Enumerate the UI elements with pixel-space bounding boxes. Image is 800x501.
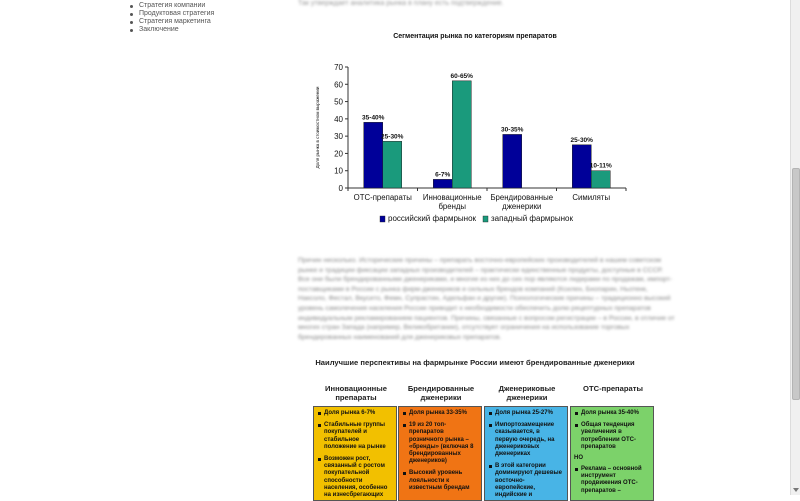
column-heading-line: ОТС-препараты xyxy=(583,384,643,393)
bar-data-label: 60-65% xyxy=(450,72,473,80)
scroll-down-arrow-icon[interactable] xyxy=(793,488,799,492)
list-item: 19 из 20 топ-препаратов розничного рынка – «бренды» (включая 8 брендированных дженериков) xyxy=(402,422,478,465)
nav-item-product-strategy[interactable]: Продуктовая стратегия xyxy=(128,10,214,18)
x-category-label: дженерики xyxy=(502,202,542,211)
column-heading-innovative xyxy=(313,384,399,402)
list-item: Доля рынка 6-7% xyxy=(317,410,393,417)
column-heading-line: дженерики xyxy=(420,393,462,402)
vertical-scrollbar[interactable] xyxy=(790,0,800,495)
generic-generics-box xyxy=(484,406,568,501)
legend-label: российский фармрынок xyxy=(388,214,477,223)
y-tick-label: 10 xyxy=(334,166,343,176)
column-heading-otc xyxy=(570,384,656,393)
column-heading-line: Брендированные xyxy=(407,384,475,393)
column-heading-line: дженерики xyxy=(506,393,548,402)
bar-russian xyxy=(433,179,452,188)
list-item: Импортозамещение сказывается, в первую очередь, на дженериковых дженериках xyxy=(488,422,564,458)
list-item: Высокий уровень лояльности к известным брендам xyxy=(402,470,478,492)
y-axis-label: Доля рынка в стоимостном выражении xyxy=(315,86,320,169)
column-heading-line: Дженериковые xyxy=(498,384,556,393)
innovative-box xyxy=(313,406,397,501)
list-item: Доля рынка 35-40% xyxy=(574,410,650,417)
y-tick-label: 40 xyxy=(334,114,343,124)
column-heading-generic-generics xyxy=(484,384,570,402)
x-category-label: Симиляты xyxy=(572,193,611,202)
sidebar-nav xyxy=(128,2,214,34)
column-heading-line: Инновационные xyxy=(325,384,387,393)
column-heading-line: препараты xyxy=(335,393,377,402)
bar-data-label: 30-35% xyxy=(501,126,524,134)
y-tick-label: 50 xyxy=(334,97,343,107)
blurred-intro-text: Так утверждает аналитика рынка в плану есть подтверждение. xyxy=(298,0,504,7)
chart-svg xyxy=(300,28,650,233)
y-tick-label: 20 xyxy=(334,149,343,159)
bar-russian xyxy=(503,134,522,188)
bar-western xyxy=(452,81,471,188)
list-item: Доля рынка 33-35% xyxy=(402,410,478,417)
bar-data-label: 25-30% xyxy=(381,133,404,141)
nav-item-company-strategy[interactable]: Стратегия компании xyxy=(128,2,214,10)
nav-item-marketing-strategy[interactable]: Стратегия маркетинга xyxy=(128,18,214,26)
market-segmentation-chart xyxy=(300,28,650,233)
blurred-paragraph: Причин несколько. Исторические причины – препарать восточно-европейских производителей в нашем советском рынке и традиции фиксации западных производителей – практически единственные продукты, доступные в СССР. Все они были брендированными дженериками, и многие из них до сих пор являются лидерами по продажам, импорт-поставщиками в России с рынка фирм-дженериков и сильных брендов компаний (Ксилен, Бнопарин, Ньотенк, Наксоло, Фестал, Вкусито, Фемн, Супрастин, Адельфан и другие). Психологические причины – традиционно высокий уровень самолечения населения России приводит к необходимости обеспечить долю рецептурных препаратов индивидуальным рекламированием пациентов. Причины, связанные с вопросом регистрации – в России, в отличие от многих стран Запада (например, Великобритании), отсутствует ограничения на использование торговых брендированных наименований для дженериковых препаратов. xyxy=(298,257,675,341)
bar-data-label: 35-40% xyxy=(362,114,385,122)
list-item: Стабильные группы покупателей и стабильное положение на рынке xyxy=(317,422,393,451)
bar-russian xyxy=(572,145,591,188)
y-tick-label: 60 xyxy=(334,80,343,90)
x-category-label: Инновационные xyxy=(422,193,482,202)
scrollbar-thumb[interactable] xyxy=(792,168,800,400)
y-tick-label: 0 xyxy=(338,184,343,193)
list-item: Общая тенденция увеличения в потреблении ОТС-препаратов xyxy=(574,422,650,451)
bar-western xyxy=(383,141,402,188)
branded-generics-box xyxy=(398,406,482,501)
list-item: Возможен рост, связанный с ростом покупательной способности населения, особенно на изнесбрегающих xyxy=(317,456,393,499)
list-item: Доля рынка 25-27% xyxy=(488,410,564,417)
connector-text: НО xyxy=(574,455,583,462)
y-tick-label: 70 xyxy=(334,63,343,72)
list-item: В этой категории доминируют дешевые восточно-европейские, индийские и xyxy=(488,463,564,499)
bar-western xyxy=(591,171,610,188)
chart-title: Сегментация рынка по категориям препаратов xyxy=(393,33,557,40)
x-category-label: ОТС-препараты xyxy=(353,193,412,202)
legend-swatch xyxy=(380,216,385,222)
nav-item-conclusion[interactable]: Заключение xyxy=(128,26,214,34)
bar-data-label: 25-30% xyxy=(570,136,593,144)
legend-label: западный фармрынок xyxy=(491,214,573,223)
bar-data-label: 6-7% xyxy=(435,171,451,179)
column-heading-branded-generics xyxy=(398,384,484,402)
perspectives-title: Наилучшие перспективы на фармрынке России имеют брендированные дженерики xyxy=(315,358,635,367)
y-tick-label: 30 xyxy=(334,132,343,142)
x-category-label: бренды xyxy=(438,202,467,211)
bar-russian xyxy=(364,122,383,188)
otc-box xyxy=(570,406,654,501)
x-category-label: Брендированные xyxy=(490,193,554,202)
bar-data-label: 10-11% xyxy=(589,162,612,170)
legend-swatch xyxy=(483,216,488,222)
list-item: Реклама – основной инструмент продвижения ОТС-препаратов – xyxy=(574,466,650,495)
